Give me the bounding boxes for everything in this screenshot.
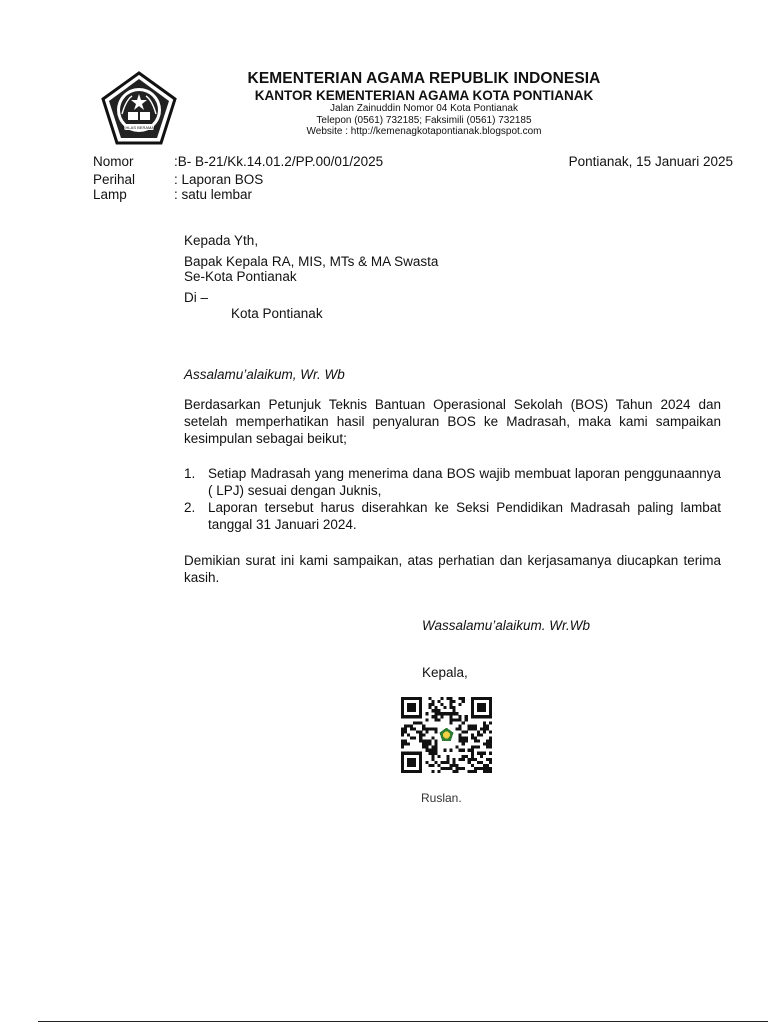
list-item bbox=[184, 465, 721, 499]
list-item-text: Laporan tersebut harus diserahkan ke Seksi Pendidikan Madrasah paling lambat tanggal 31 Januari 2024. bbox=[208, 500, 721, 532]
list-item-text: Setiap Madrasah yang menerima dana BOS wajib membuat laporan penggunaannya ( LPJ) sesuai dengan Juknis, bbox=[208, 466, 721, 498]
recipient-di: Di – bbox=[184, 290, 209, 305]
recipient-name: Bapak Kepala RA, MIS, MTs & MA Swasta bbox=[184, 254, 439, 269]
logo-motto: IKHLAS BERAMAL bbox=[121, 125, 157, 130]
kop-address: Jalan Zainuddin Nomor 04 Kota Pontianak bbox=[330, 103, 518, 114]
kop-website: Website : http://kemenagkotapontianak.blogspot.com bbox=[306, 126, 542, 137]
perihal-label: Perihal bbox=[93, 172, 136, 187]
place-date bbox=[569, 154, 733, 169]
nomor-label: Nomor bbox=[93, 154, 134, 169]
place: Pontianak, bbox=[568, 154, 633, 169]
closing-paragraph: Demikian surat ini kami sampaikan, atas perhatian dan kerjasamanya diucapkan terima kasih. bbox=[184, 553, 721, 585]
signer-name: Ruslan. bbox=[421, 791, 462, 805]
date: 15 Januari 2025 bbox=[636, 154, 733, 169]
signer-title: Kepala, bbox=[422, 665, 468, 680]
points-list bbox=[184, 465, 721, 533]
nomor-value: :B- B-21/Kk.14.01.2/PP.00/01/2025 bbox=[174, 154, 384, 169]
kop-office-title: KANTOR KEMENTERIAN AGAMA KOTA PONTIANAK bbox=[254, 88, 594, 103]
closing-salam: Wassalamu’alaikum. Wr.Wb bbox=[422, 618, 591, 633]
page-bottom-rule bbox=[38, 1021, 768, 1022]
list-item bbox=[184, 499, 721, 533]
lamp-label: Lamp bbox=[93, 187, 127, 202]
recipient-area: Se-Kota Pontianak bbox=[184, 269, 297, 284]
opening-salam: Assalamu’alaikum, Wr. Wb bbox=[184, 367, 345, 382]
kop-phone: Telepon (0561) 732185; Faksimili (0561) 732185 bbox=[316, 115, 532, 126]
kemenag-logo bbox=[100, 70, 178, 148]
perihal-value: : Laporan BOS bbox=[174, 172, 264, 187]
lamp-value: : satu lembar bbox=[174, 187, 253, 202]
intro-paragraph: Berdasarkan Petunjuk Teknis Bantuan Operasional Sekolah (BOS) Tahun 2024 dan setelah memperhatikan hasil penyaluran BOS ke Madrasah, maka kami sampaikan kesimpulan sebagai beikut; bbox=[184, 397, 721, 446]
recipient-city: Kota Pontianak bbox=[231, 306, 323, 321]
qr-code-signature bbox=[401, 697, 492, 773]
list-item-number: 1. bbox=[184, 466, 196, 481]
list-item-number: 2. bbox=[184, 500, 196, 515]
recipient-greeting: Kepada Yth, bbox=[184, 233, 259, 248]
kop-ministry-title: KEMENTERIAN AGAMA REPUBLIK INDONESIA bbox=[247, 70, 601, 87]
